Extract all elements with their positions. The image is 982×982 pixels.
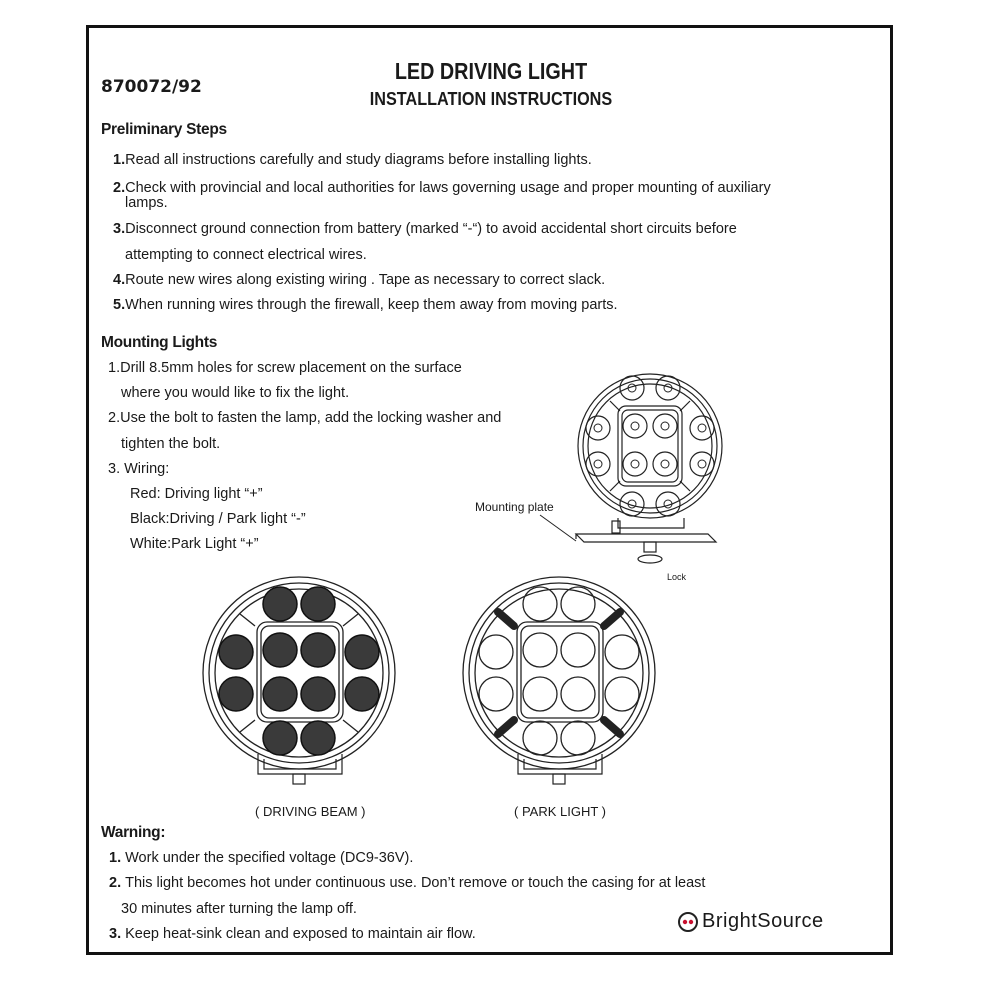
wiring-black: Black:Driving / Park light “-” [130, 511, 306, 527]
item-text: This light becomes hot under continuous use. Don’t remove or touch the casing for at least [125, 875, 706, 891]
preliminary-step-5 [113, 297, 618, 313]
wiring-red: Red: Driving light “+” [130, 486, 263, 502]
item-text: Keep heat-sink clean and exposed to maintain air flow. [125, 926, 476, 942]
item-number: 3. [109, 926, 122, 942]
step-text: Route new wires along existing wiring . Tape as necessary to correct slack. [125, 272, 606, 288]
mounting-step-1-cont: where you would like to fix the light. [121, 385, 350, 401]
step-number: 1. [113, 152, 126, 168]
warning-item-2 [109, 875, 705, 891]
mounting-step-2-cont: tighten the bolt. [121, 436, 221, 452]
mounting-step-2: 2.Use the bolt to fasten the lamp, add the locking washer and [108, 410, 502, 426]
document-title: LED DRIVING LIGHT [394, 58, 588, 84]
document-subtitle: INSTALLATION INSTRUCTIONS [369, 89, 613, 109]
brand-logo-text: BrightSource [702, 910, 824, 932]
driving-beam-caption: ( DRIVING BEAM ) [255, 804, 366, 819]
warning-item-3 [109, 926, 476, 942]
item-number: 2. [109, 875, 122, 891]
preliminary-heading: Preliminary Steps [101, 121, 227, 138]
step-number: 4. [113, 272, 126, 288]
step-number: 2. [113, 180, 126, 196]
mounting-step-1: 1.Drill 8.5mm holes for screw placement on the surface [108, 360, 462, 376]
item-number: 1. [109, 850, 122, 866]
product-code: 870072/92 [101, 77, 202, 97]
driving-beam-lamp [200, 574, 400, 789]
preliminary-step-3-cont: attempting to connect electrical wires. [125, 247, 367, 263]
brightsource-logo-icon [677, 911, 699, 933]
warning-heading: Warning: [101, 824, 166, 841]
step-text: Read all instructions carefully and study diagrams before installing lights. [125, 152, 592, 168]
lock-label: Lock [667, 572, 687, 582]
park-light-caption: ( PARK LIGHT ) [514, 804, 606, 819]
step-number: 5. [113, 297, 126, 313]
preliminary-step-3 [113, 221, 737, 237]
mounting-plate-label: Mounting plate [475, 500, 554, 514]
mounting-step-3: 3. Wiring: [108, 461, 170, 477]
step-text: Disconnect ground connection from battery (marked “-“) to avoid accidental short circuits before [125, 221, 737, 237]
preliminary-step-2 [113, 180, 771, 196]
mounting-heading: Mounting Lights [101, 334, 218, 351]
wiring-white: White:Park Light “+” [130, 536, 259, 552]
preliminary-step-1 [113, 152, 592, 168]
park-light-lamp [460, 574, 660, 789]
step-text: Check with provincial and local authorities for laws governing usage and proper mounting of auxiliary [125, 180, 771, 196]
warning-item-2-cont: 30 minutes after turning the lamp off. [121, 901, 357, 917]
step-number: 3. [113, 221, 126, 237]
preliminary-step-2-cont: lamps. [125, 195, 168, 211]
item-text: Work under the specified voltage (DC9-36V). [125, 850, 414, 866]
preliminary-step-4 [113, 272, 605, 288]
warning-item-1 [109, 850, 413, 866]
step-text: When running wires through the firewall, keep them away from moving parts. [125, 297, 618, 313]
mounting-plate-pointer [540, 515, 590, 545]
